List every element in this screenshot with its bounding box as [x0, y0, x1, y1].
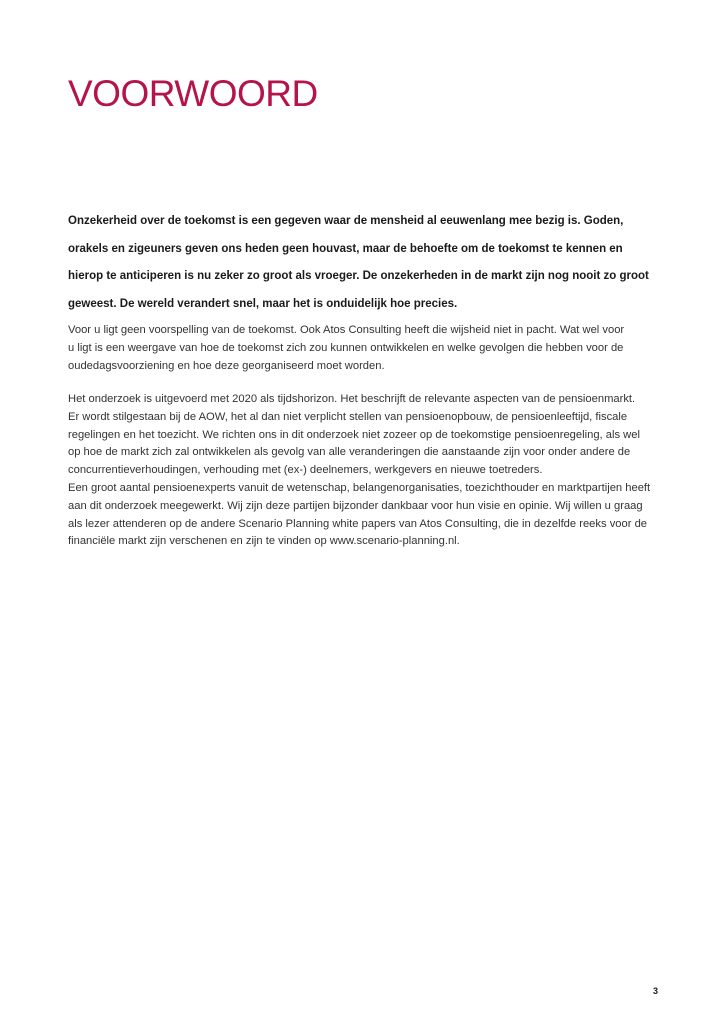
- intro-line: Onzekerheid over de toekomst is een gegeven waar de mensheid al eeuwenlang mee bezig is. Goden,: [68, 215, 624, 227]
- intro-line: orakels en zigeuners geven ons heden geen houvast, maar de behoefte om de toekomst te kennen en: [68, 242, 623, 255]
- paragraph-line: oudedagsvoorziening en hoe deze georganiseerd moet worden.: [68, 359, 385, 372]
- page-title: VOORWOORD: [68, 73, 318, 114]
- paragraph-line: Er wordt stilgestaan bij de AOW, het al dan niet verplicht stellen van pensioenopbouw, de pensioenleeftijd, fiscale: [68, 410, 628, 423]
- paragraph-line: Voor u ligt geen voorspelling van de toekomst. Ook Atos Consulting heeft die wijsheid niet in pacht. Wat wel voor: [68, 324, 625, 336]
- body-paragraph-1: [68, 322, 668, 375]
- paragraph-line: financiële markt zijn verschenen en zijn te vinden op www.scenario-planning.nl.: [68, 535, 460, 548]
- intro-paragraph: [68, 208, 668, 318]
- paragraph-line: concurrentieverhoudingen, verhouding met (ex-) deelnemers, werkgevers en nieuwe toetreders.: [68, 464, 543, 477]
- page-number: 3: [652, 986, 658, 996]
- paragraph-line: u ligt is een weergave van hoe de toekomst zich zou kunnen ontwikkelen en welke gevolgen die hebben voor de: [68, 341, 624, 354]
- paragraph-line: op hoe de markt zich zal ontwikkelen als gevolg van alle veranderingen die aanstaande zijn voor onder andere de: [68, 446, 631, 459]
- intro-line: geweest. De wereld verandert snel, maar het is onduidelijk hoe precies.: [68, 297, 458, 310]
- paragraph-line: als lezer attenderen op de andere Scenario Planning white papers van Atos Consulting, die in dezelfde reeks voor de: [68, 517, 648, 530]
- paragraph-line: Een groot aantal pensioenexperts vanuit de wetenschap, belangenorganisaties, toezichthouder en marktpartijen heeft: [68, 482, 651, 494]
- paragraph-line: Het onderzoek is uitgevoerd met 2020 als tijdshorizon. Het beschrijft de relevante aspecten van de pensioenmarkt.: [68, 393, 636, 405]
- paragraph-line: aan dit onderzoek meegewerkt. Wij zijn deze partijen bijzonder dankbaar voor hun visie en opinie. Wij willen u graag: [68, 499, 643, 512]
- body-paragraph-3: [68, 480, 668, 551]
- body-paragraph-2: [68, 391, 668, 480]
- intro-line: hierop te anticiperen is nu zeker zo groot als vroeger. De onzekerheden in de markt zijn nog nooit zo groot: [68, 270, 649, 282]
- paragraph-line: regelingen en het toezicht. We richten ons in dit onderzoek niet zozeer op de toekomstige pensioenregeling, als wel: [68, 428, 640, 441]
